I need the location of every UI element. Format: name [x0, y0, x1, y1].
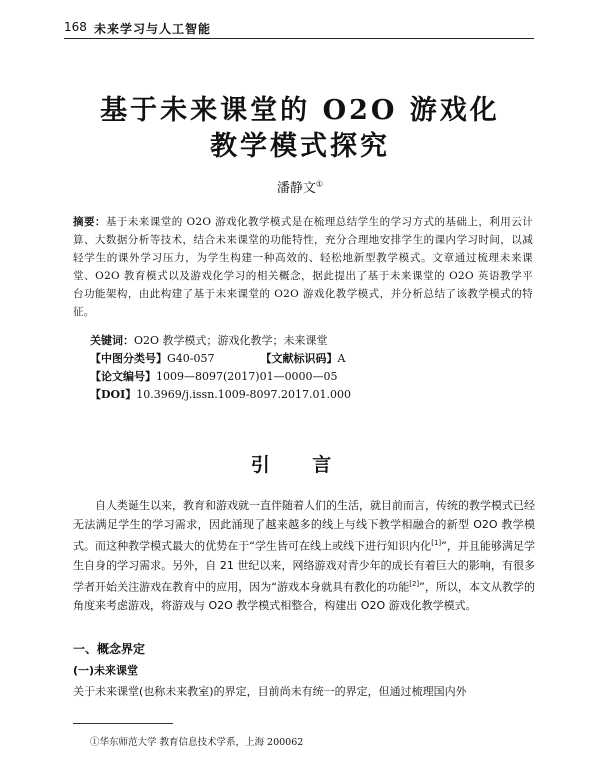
article-number-line: [90, 368, 338, 384]
doi-line: [90, 386, 351, 402]
article-no-label: 【论文编号】: [90, 370, 156, 383]
keywords-line: [90, 332, 328, 348]
abstract-text: 基于未来课堂的 O2O 游戏化教学模式是在梳理总结学生的学习方式的基础上，利用云计算、大数据分析等技术，结合未来课堂的功能特性，充分合理地安排学生的课内学习时间，以减轻学生的课外学习压力，为学生构建一种高效的、轻松地新型教学模式。文章通过梳理未来课堂、O2O 教育模式以及游戏化学习的相关概念，据此提出了基于未来课堂的 O2O 英语教学平台功能架构，由此构建了基于未来课堂的 O2O 游戏化教学模式，并分析总结了该教学模式的特征。: [73, 216, 533, 318]
journal-name: 未来学习与人工智能: [94, 22, 212, 36]
abstract-label: 摘要：: [73, 216, 106, 228]
citation-1: [1]: [431, 539, 442, 547]
title-line-1: 基于未来课堂的 O2O 游戏化: [100, 95, 500, 126]
doc-code-value: A: [337, 352, 346, 365]
section-heading: 一、概念界定: [73, 642, 146, 656]
clc-value: G40-057: [167, 352, 215, 365]
citation-2: [2]: [409, 579, 420, 588]
intro-text-b: ”，并且能够满足学生自身的学习需求。另外，自 21 世纪以来，网络游戏对青少年的成长有着巨大的影响，有很多学者开始关注游戏在教育中的应用，因为“游戏本身就具有教化的功能: [73, 539, 536, 594]
intro-paragraph: [73, 496, 535, 615]
keywords: O2O 教学模式；游戏化教学；未来课堂: [134, 334, 328, 347]
intro-text-a: 自人类诞生以来，教育和游戏就一直伴随着人们的生活，就目前而言，传统的教学模式已经无法满足学生的学习需求，因此涌现了越来越多的线上与线下教学相融合的新型 O2O 教学模式。而这种教学模式最大的优势在于“学生皆可在线上或线下进行知识内化: [73, 499, 535, 553]
footnote: ①华东师范大学 教育信息技术学系，上海 200062: [90, 737, 304, 748]
intro-heading: 引 言: [250, 454, 350, 476]
keywords-label: 关键词：: [90, 334, 134, 347]
author-footnote-mark: ①: [315, 179, 324, 189]
abstract: [73, 213, 533, 321]
article-no-value: 1009—8097(2017)01—0000—05: [156, 370, 338, 383]
subsection-heading: (一)未来课堂: [73, 664, 139, 677]
doi-label: 【DOI】: [90, 388, 137, 401]
classification-line: [90, 350, 345, 366]
doc-code-label: 【文献标识码】: [260, 352, 338, 365]
intro-text-c: ”，所以，本文从教学的角度来考虑游戏，将游戏与 O2O 教学模式相整合，构建出 O2O 游戏化教学模式。: [73, 580, 536, 613]
author-name: 潘静文: [276, 181, 316, 196]
header-rule: [64, 38, 534, 39]
author: [0, 177, 600, 196]
running-header: [64, 18, 534, 44]
page-number: 168: [64, 20, 87, 34]
section-paragraph: 关于未来课堂(也称未来教室)的界定，目前尚未有统一的界定，但通过梳理国内外: [73, 685, 467, 698]
footnote-rule: [73, 723, 173, 724]
title-line-2: 教学模式探究: [210, 131, 390, 162]
doi-value: 10.3969/j.issn.1009-8097.2017.01.000: [136, 388, 351, 401]
clc-label: 【中图分类号】: [90, 352, 167, 365]
